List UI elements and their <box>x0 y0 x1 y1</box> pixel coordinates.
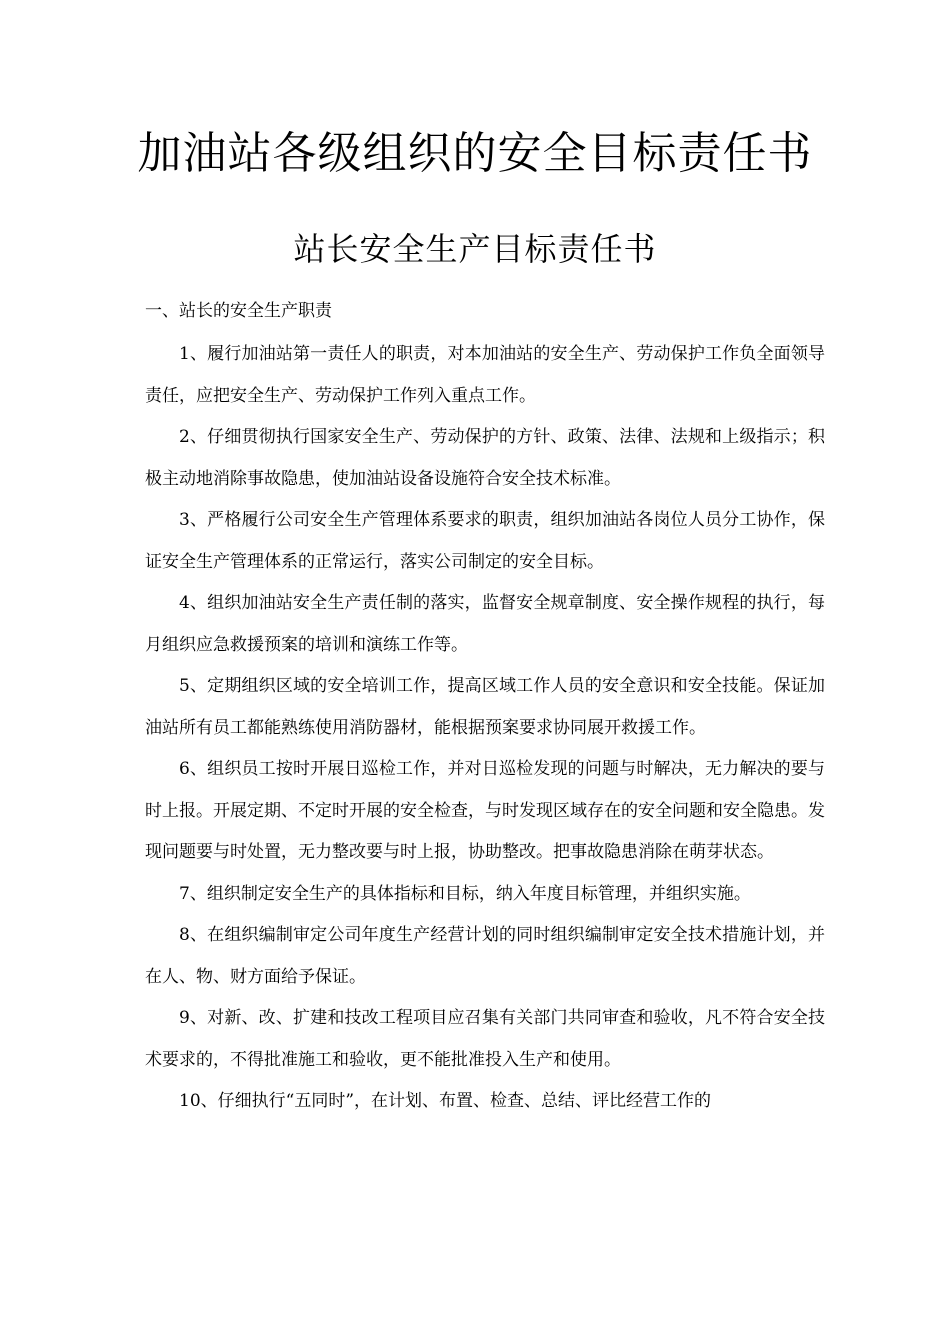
paragraph-4: 4、组织加油站安全生产责任制的落实，监督安全规章制度、安全操作规程的执行，每月组织应急救援预案的培训和演练工作等。 <box>145 593 825 655</box>
paragraph-10: 10、仔细执行“五同时”，在计划、布置、检查、总结、评比经营工作的 <box>179 1091 712 1111</box>
paragraph-7: 7、组织制定安全生产的具体指标和目标，纳入年度目标管理，并组织实施。 <box>179 883 751 904</box>
paragraph-1: 1、履行加油站第一责任人的职责，对本加油站的安全生产、劳动保护工作负全面领导责任，应把安全生产、劳动保护工作列入重点工作。 <box>145 344 825 406</box>
paragraph-2: 2、仔细贯彻执行国家安全生产、劳动保护的方针、政策、法律、法规和上级指示；积极主动地消除事故隐患，使加油站设备设施符合安全技术标准。 <box>145 427 825 489</box>
paragraph-3: 3、严格履行公司安全生产管理体系要求的职责，组织加油站各岗位人员分工协作，保证安全生产管理体系的正常运行，落实公司制定的安全目标。 <box>145 510 825 572</box>
section-heading: 一、站长的安全生产职责 <box>145 301 332 321</box>
paragraph-9: 9、对新、改、扩建和技改工程项目应召集有关部门共同审查和验收，凡不符合安全技术要求的，不得批准施工和验收，更不能批准投入生产和使用。 <box>145 1008 825 1070</box>
document-title: 加油站各级组织的安全目标责任书 <box>137 128 813 179</box>
paragraph-8: 8、在组织编制审定公司年度生产经营计划的同时组织编制审定安全技术措施计划，并在人、物、财方面给予保证。 <box>145 925 825 987</box>
document-subtitle: 站长安全生产目标责任书 <box>293 230 657 268</box>
paragraph-6: 6、组织员工按时开展日巡检工作，并对日巡检发现的问题与时解决，无力解决的要与时上报。开展定期、不定时开展的安全检查，与时发现区域存在的安全问题和安全隐患。发现问题要与时处置，无力整改要与时上报，协助整改。把事故隐患消除在萌芽状态。 <box>145 759 825 862</box>
paragraph-5: 5、定期组织区域的安全培训工作，提高区域工作人员的安全意识和安全技能。保证加油站所有员工都能熟练使用消防器材，能根据预案要求协同展开救援工作。 <box>145 676 825 738</box>
document-body <box>145 334 825 1123</box>
